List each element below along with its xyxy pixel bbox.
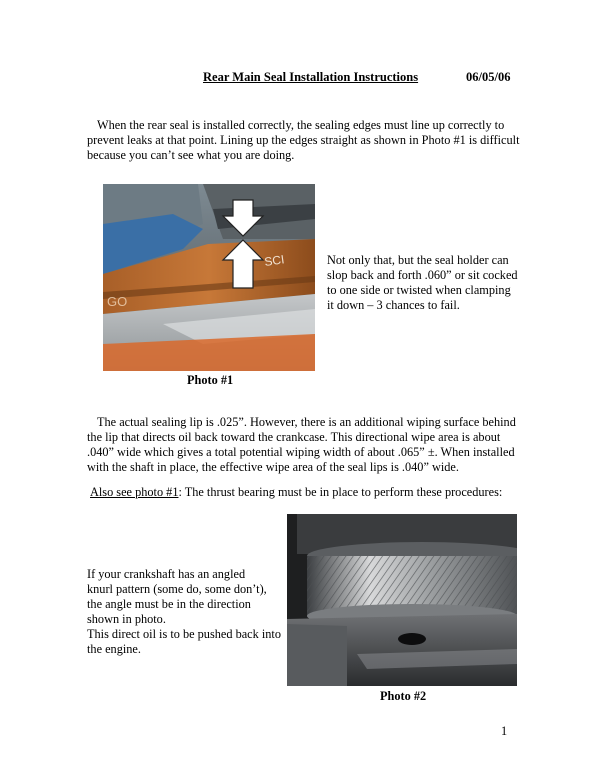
photo-2-caption: Photo #2 [380,689,427,703]
photo-1-stamp-text: SCI [263,252,286,269]
side-line: slop back and forth .060” or sit cocked [327,268,518,282]
knurl-note [87,567,287,657]
side-line: it down – 3 chances to fail. [327,298,460,312]
wipe-line: The actual sealing lip is .025”. However, there is an additional wiping surface behind [97,415,516,429]
knurl-line: If your crankshaft has an angled [87,567,246,581]
photo-2-knurled-crankshaft [287,514,517,686]
side-line: Not only that, but the seal holder can [327,253,509,267]
wipe-line: .040” wide which gives a total potential wiping width of about .065” ±. When installed [87,445,515,459]
wipe-paragraph [87,415,517,475]
photo-1-casting-text: GO [107,294,128,309]
side-note [327,253,527,313]
knurl-line: knurl pattern (some do, some don’t), [87,582,267,596]
intro-line: prevent leaks at that point. Lining up the edges straight as shown in Photo #1 is difficult [87,133,520,147]
knurl-line: shown in photo. [87,612,166,626]
intro-line: because you can’t see what you are doing. [87,148,295,162]
knurl-line: This direct oil is to be pushed back into [87,627,281,641]
also-see-rest: : The thrust bearing must be in place to perform these procedures: [178,485,503,499]
page-number: 1 [501,724,508,738]
side-line: to one side or twisted when clamping [327,283,511,297]
photo-1-caption: Photo #1 [187,373,234,387]
photo-1-seal-closeup [103,184,315,371]
knurl-line: the angle must be in the direction [87,597,251,611]
knurl-line: the engine. [87,642,141,656]
wipe-line: with the shaft in place, the effective wipe area of the seal lips is .040” wide. [87,460,459,474]
document-date: 06/05/06 [466,70,511,84]
also-see-line [90,485,502,500]
intro-line: When the rear seal is installed correctly, the sealing edges must line up correctly to [97,118,505,132]
intro-paragraph [87,118,520,163]
also-see-link: Also see photo #1 [90,485,179,499]
document-title: Rear Main Seal Installation Instructions [203,70,419,84]
wipe-line: the lip that directs oil back toward the crankcase. This directional wipe area is about [87,430,501,444]
